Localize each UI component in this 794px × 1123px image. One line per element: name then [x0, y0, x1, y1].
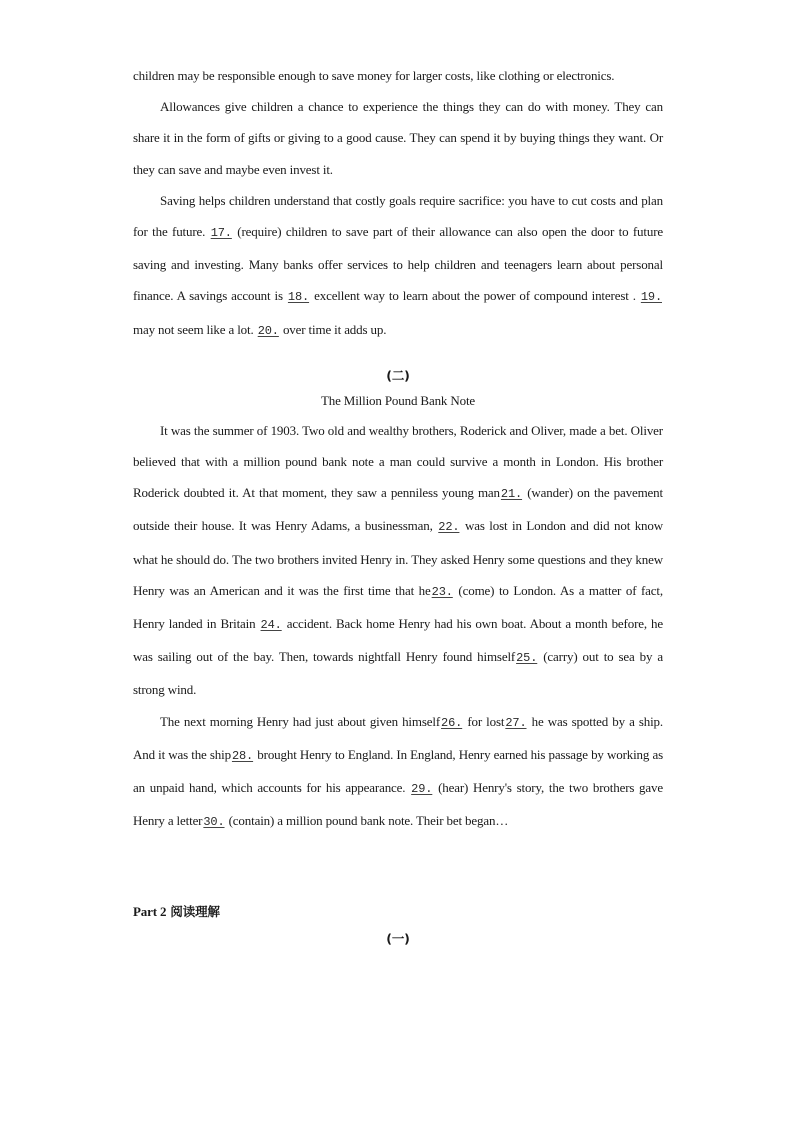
paragraph-text: may not seem like a lot.	[133, 321, 257, 337]
paragraph-story-2	[133, 706, 663, 839]
blank-30[interactable]: 30.	[203, 815, 225, 830]
paragraph-text: (come) to London. As a matter of fact, Henry landed in Britain	[133, 582, 663, 632]
section-number: (二)	[386, 367, 410, 383]
paragraph-allowance-end	[133, 60, 663, 91]
blank-20[interactable]: 20.	[257, 323, 279, 338]
part-label: Part 2	[133, 904, 167, 920]
paragraph-text: (require) children to save part of their allowance can also open the door to future saving and investing. Many banks offer services to help children and teenagers learn about personal finance. A savings account is	[133, 224, 664, 304]
document-page	[133, 60, 663, 950]
blank-19[interactable]: 19.	[640, 290, 662, 305]
paragraph-text: Saving helps children understand that costly goals require sacrifice: you have to cut costs and plan for the future.	[133, 192, 663, 240]
blank-25[interactable]: 25.	[516, 651, 538, 666]
paragraph-text: excellent way to learn about the power of compound interest .	[310, 288, 640, 304]
part-heading	[133, 900, 663, 924]
paragraph-text: Allowances give children a chance to experience the things they can do with money. They can share it in the form of gifts or giving to a good cause. They can spend it by buying things they want. Or they can save and maybe even invest it.	[133, 99, 663, 177]
blank-23[interactable]: 23.	[431, 584, 453, 599]
paragraph-text: brought Henry to England. In England, Henry earned his passage by working as an unpaid hand, which accounts for his appearance.	[133, 746, 663, 796]
paragraph-allowances	[133, 91, 663, 185]
paragraph-text: It was the summer of 1903. Two old and wealthy brothers, Roderick and Oliver, made a bet. Oliver believed that with a million pound bank note a man could survive a month in London. His brother Roderick doubted it. At that moment, they saw a penniless young man	[133, 422, 663, 501]
blank-29[interactable]: 29.	[411, 782, 433, 797]
blank-17[interactable]: 17.	[210, 226, 232, 241]
blank-26[interactable]: 26.	[441, 715, 463, 730]
paragraph-text: was lost in London and did not know what he should do. The two brothers invited Henry in. They asked Henry some questions and they knew Henry was an American and it was the first time that he	[133, 518, 663, 598]
paragraph-text: (contain) a million pound bank note. Their bet began…	[225, 813, 509, 829]
blank-22[interactable]: 22.	[438, 520, 460, 535]
paragraph-text: over time it adds up.	[279, 321, 387, 337]
blank-28[interactable]: 28.	[231, 748, 254, 763]
part-title: 阅读理解	[170, 904, 220, 920]
subsection-number: (一)	[386, 931, 410, 947]
paragraph-text: accident. Back home Henry had his own boat. About a month before, he was sailing out of the bay. Then, towards nightfall Henry found himself	[133, 616, 663, 665]
blank-27[interactable]: 27.	[505, 715, 527, 730]
paragraph-text: (hear) Henry's story, the two brothers gave Henry a letter	[133, 780, 663, 829]
paragraph-story-1	[133, 415, 663, 706]
spacer	[133, 838, 663, 900]
paragraph-saving	[133, 185, 663, 347]
paragraph-text: for lost	[463, 713, 505, 729]
paragraph-text: (carry) out to sea by a strong wind.	[133, 649, 663, 698]
paragraph-text: The next morning Henry had just about given himself	[160, 713, 441, 729]
blank-21[interactable]: 21.	[500, 487, 523, 502]
paragraph-text: children may be responsible enough to save money for larger costs, like clothing or electronics.	[133, 68, 615, 83]
blank-18[interactable]: 18.	[287, 290, 310, 305]
paragraph-text: (wander) on the pavement outside their house. It was Henry Adams, a businessman,	[133, 485, 663, 534]
story-title: The Million Pound Bank Note	[320, 392, 476, 408]
blank-24[interactable]: 24.	[260, 618, 282, 633]
paragraph-text: he was spotted by a ship. And it was the ship	[133, 713, 664, 762]
